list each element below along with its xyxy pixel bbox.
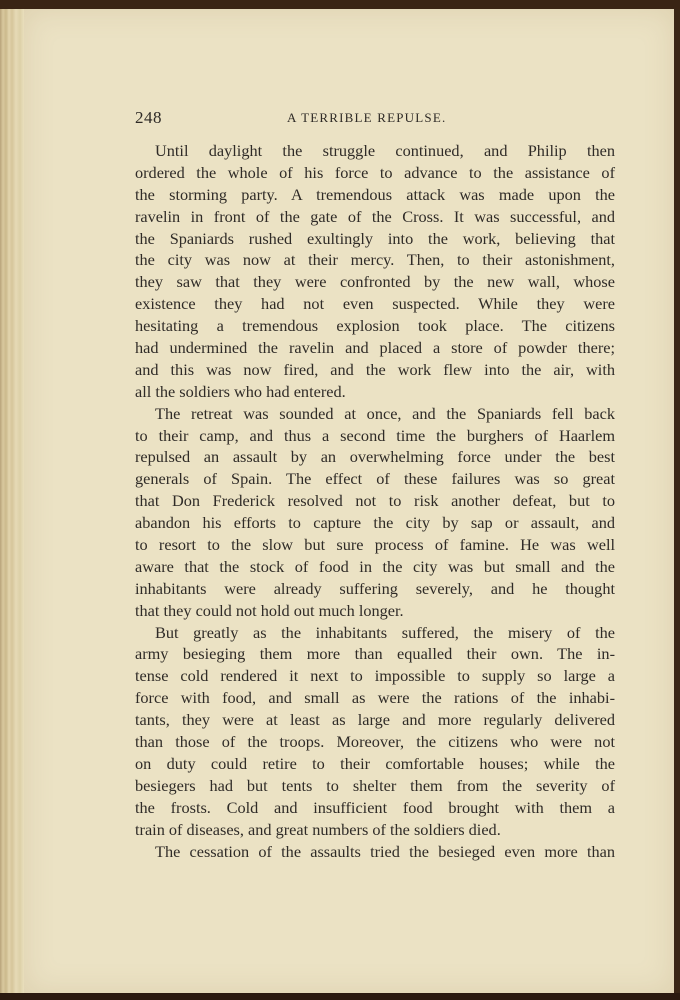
text-line: that they could not hold out much longer. (135, 600, 404, 620)
paragraph (135, 140, 615, 403)
text-line: The cessation of the assaults tried the besieged even more than (155, 841, 615, 861)
scan-right-edge (674, 9, 680, 993)
page-number: 248 (135, 108, 162, 127)
text-line: ravelin in front of the gate of the Cross. It was successful, and (135, 206, 615, 226)
text-line: all the soldiers who had entered. (135, 381, 346, 401)
text-line: force with food, and small as were the rations of the inhabi- (135, 688, 615, 708)
text-line: aware that the stock of food in the city was but small and the (135, 556, 615, 576)
text-line: inhabitants were already suffering severely, and he thought (135, 578, 615, 598)
text-line: tense cold rendered it next to impossible to supply so large a (135, 666, 615, 686)
scan-top-edge (0, 0, 680, 9)
text-line: But greatly as the inhabitants suffered, the misery of the (155, 622, 615, 642)
text-line: and this was now fired, and the work flew into the air, with (135, 359, 615, 379)
text-line: than those of the troops. Moreover, the citizens who were not (135, 732, 615, 752)
text-line: generals of Spain. The effect of these failures was so great (135, 469, 615, 489)
text-line: existence they had not even suspected. While they were (135, 294, 615, 314)
text-line: hesitating a tremendous explosion took place. The citizens (135, 316, 615, 336)
running-title: A TERRIBLE REPULSE. (287, 110, 447, 125)
text-line: army besieging them more than equalled their own. The in- (135, 644, 615, 664)
text-line: to their camp, and thus a second time the burghers of Haarlem (135, 425, 615, 445)
text-line: that Don Frederick resolved not to risk another defeat, but to (135, 491, 615, 511)
text-line: had undermined the ravelin and placed a store of powder there; (135, 338, 615, 358)
text-line: they saw that they were confronted by the new wall, whose (135, 272, 615, 292)
paragraph (135, 841, 615, 863)
text-line: besiegers had but tents to shelter them from the severity of (135, 775, 615, 795)
paragraph (135, 403, 615, 622)
text-line: the frosts. Cold and insufficient food brought with them a (135, 797, 615, 817)
scan-bottom-edge (0, 993, 680, 1000)
text-line: train of diseases, and great numbers of the soldiers died. (135, 819, 501, 839)
text-line: tants, they were at least as large and more regularly delivered (135, 710, 615, 730)
text-line: to resort to the slow but sure process of famine. He was well (135, 535, 615, 555)
text-line: on duty could retire to their comfortable houses; while the (135, 753, 615, 773)
text-line: abandon his efforts to capture the city by sap or assault, and (135, 513, 615, 533)
running-head (135, 108, 615, 130)
body-text (135, 140, 615, 862)
text-line: Until daylight the struggle continued, and Philip then (155, 141, 615, 160)
text-line: the city was now at their mercy. Then, to their astonishment, (135, 250, 615, 270)
paragraph (135, 622, 615, 841)
text-line: repulsed an assault by an overwhelming force under the best (135, 447, 615, 467)
text-line: the storming party. A tremendous attack was made upon the (135, 184, 615, 204)
text-line: ordered the whole of his force to advance to the assistance of (135, 162, 615, 182)
book-spine-edge (0, 9, 24, 993)
text-line: The retreat was sounded at once, and the Spaniards fell back (155, 403, 615, 423)
text-line: the Spaniards rushed exultingly into the work, believing that (135, 228, 615, 248)
